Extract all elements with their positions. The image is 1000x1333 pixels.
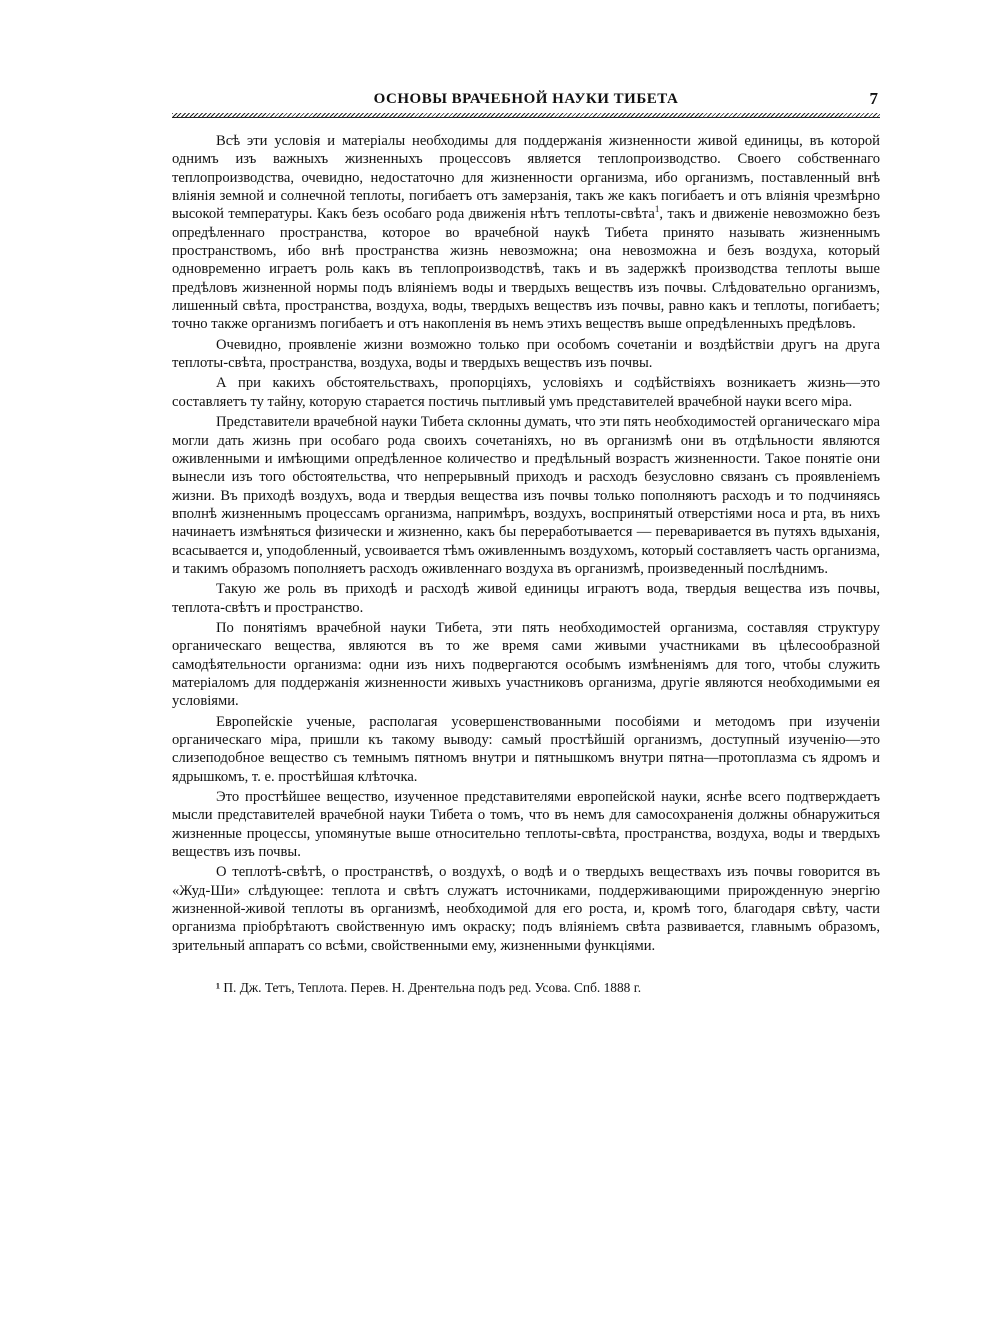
paragraph-2: Очевидно, проявленіе жизни возможно только при особомъ сочетаніи и воздѣйствіи другъ на друга теплоты-свѣта, пространства, воздуха, воды и твердыхъ веществъ изъ почвы. xyxy=(172,336,880,372)
paragraph-9: О теплотѣ-свѣтѣ, о пространствѣ, о воздухѣ, о водѣ и о твердыхъ веществахъ изъ почвы говорится въ «Жуд-Ши» слѣдующее: теплота и свѣтъ служатъ источниками, поддерживающими прирожденную энергію жизненной-живой теплоты въ организмѣ, необходимой для его роста, и, кромѣ того, благодаря свѣту, части организма пріобрѣтаютъ свойственную имъ окраску; подъ вліяніемъ свѣта развивается, главнымъ образомъ, зрительный аппаратъ со всѣми, свойственными ему, жизненными функціями. xyxy=(172,864,880,954)
paragraph-1 xyxy=(172,132,880,334)
paragraph-3: А при какихъ обстоятельствахъ, пропорціяхъ, условіяхъ и содѣйствіяхъ возникаетъ жизнь—это составляетъ ту тайну, которую старается постичь пытливый умъ представителей врачебной науки всего міра. xyxy=(172,375,880,410)
paragraph-8: Это простѣйшее вещество, изученное представителями европейской науки, яснѣе всего подтверждаетъ мысли представителей врачебной науки Тибета о томъ, что въ немъ для самосохраненія должны обнаружиться жизненные процессы, упомянутые выше относительно теплоты-свѣта, пространства, воздуха, воды и твердыхъ веществъ изъ почвы. xyxy=(172,789,880,861)
footnote-reference[interactable]: 1 xyxy=(654,204,660,215)
paragraph-1-after: , такъ и движеніе невозможно безъ опредѣленнаго пространства, которое во врачебной наукѣ Тибета принято называть жизненнымъ пространствомъ, ибо внѣ пространства жизнь невозможна; она невозможна и безъ воздуха, который одновременно играетъ роль какъ въ теплопроизводствѣ, такъ и въ задержкѣ производства теплоты выше предѣловъ жизненной нормы подъ вліяніемъ воды и твердыхъ веществъ изъ почвы. Слѣдовательно организмъ, лишенный свѣта, пространства, воздуха, воды, твердыхъ веществъ изъ почвы, равно какъ и теплоты, погибаетъ; точно также организмъ погибаетъ и отъ накопленія въ немъ этихъ веществъ выше опредѣленныхъ предѣловъ. xyxy=(172,206,880,333)
paragraph-6: По понятіямъ врачебной науки Тибета, эти пять необходимостей организма, составляя структуру органическаго вещества, являются въ то же время сами живыми участниками въ цѣлесообразной самодѣятельности организма: одни изъ нихъ подвергаются особымъ измѣненіямъ для того, чтобы служить матеріаломъ для поддержанія жизненности живыхъ участниковъ организма, другіе являются необходимыми ея условіями. xyxy=(172,619,880,710)
book-page xyxy=(172,86,880,996)
running-title: ОСНОВЫ ВРАЧЕБНОЙ НАУКИ ТИБЕТА xyxy=(373,91,679,107)
running-head xyxy=(172,86,880,112)
body-text xyxy=(172,132,880,955)
footnote xyxy=(172,979,880,996)
paragraph-1-before: Всѣ эти условія и матеріалы необходимы для поддержанія жизненности живой единицы, въ которой однимъ изъ важныхъ жизненныхъ процессовъ является теплопроизводство. Своего собственнаго теплопроизводства, очевидно, недостаточно для жизненности организма, ибо организмъ, поставленный внѣ вліянія земной и солнечной теплоты, погибаетъ отъ замерзанія, такъ же какъ погибаетъ и отъ вліянія чрезмѣрно высокой температуры. Какъ безъ особаго рода движенія нѣтъ теплоты-свѣта xyxy=(172,133,880,223)
paragraph-5: Такую же роль въ приходѣ и расходѣ живой единицы играютъ вода, твердыя вещества изъ почвы, теплота-свѣтъ и пространство. xyxy=(172,581,880,616)
footnote-mark: ¹ xyxy=(216,980,221,996)
paragraph-7: Европейскіе ученые, располагая усовершенствованными пособіями и методомъ при изученіи органическаго міра, пришли къ такому выводу: самый простѣйшій организмъ, доступный изученію—это слизеподобное вещество съ темнымъ пятномъ внутри и пятнышкомъ внутри пятна—протоплазма съ ядромъ и ядрышкомъ, т. е. простѣйшая клѣточка. xyxy=(172,713,880,785)
page-number: 7 xyxy=(869,89,878,108)
header-rule xyxy=(172,113,880,118)
footnote-text: П. Дж. Тетъ, Теплота. Перев. Н. Дрентельна подъ ред. Усова. Спб. 1888 г. xyxy=(223,980,642,996)
paragraph-4: Представители врачебной науки Тибета склонны думать, что эти пять необходимостей органическаго міра могли дать жизнь при особаго рода своихъ сочетаніяхъ, но въ организмѣ они въ отдѣльности являются оживленными и имѣющими опредѣленное количество и предѣльный возрастъ жизненности. Такое понятіе они вынесли изъ того обстоятельства, что непрерывный приходъ и расходъ безусловно связанъ съ проявленіемъ жизни. Въ приходѣ воздухъ, вода и твердыя вещества изъ почвы только пополняютъ расходъ и то подчиняясь вполнѣ жизненнымъ процессамъ организма, напримѣръ, воздухъ, воспринятый отверстіями носа и рта, въ нихъ начинаетъ измѣняться физически и жизненно, какъ бы переработывается — переваривается въ путяхъ вдыханія, всасывается и, уподобленный, усвоивается тѣмъ оживленнымъ воздухомъ, который составляетъ часть организма, и такимъ образомъ пополняетъ расходъ оживленнаго воздуха въ организмѣ, произведенный послѣднимъ. xyxy=(172,414,880,577)
